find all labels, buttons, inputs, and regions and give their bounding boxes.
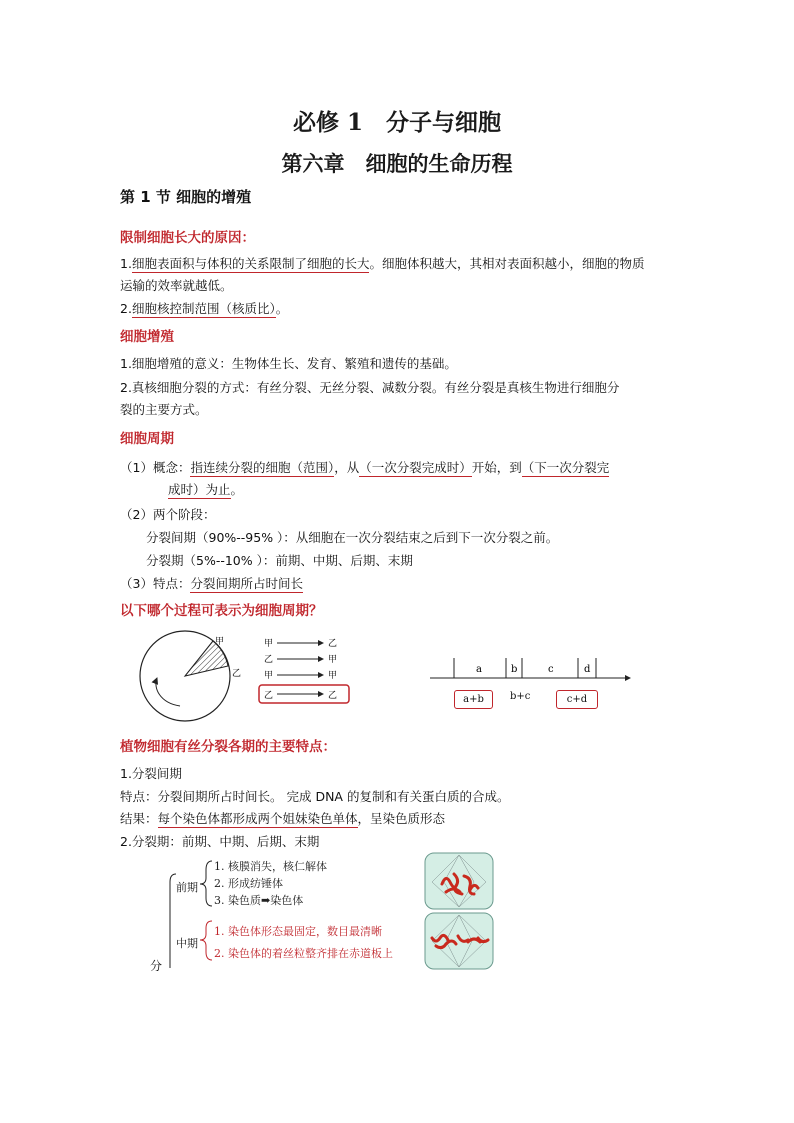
segment-d: d: [584, 664, 591, 675]
limit-line-2-underline: 细胞核控制范围（核质比）: [131, 301, 276, 316]
plant-result: 结果：每个染色体都形成两个姐妹染色单体，呈染色质形态: [120, 811, 446, 826]
limit-heading: 限制细胞长大的原因：: [120, 230, 255, 246]
prophase-item-2: 2. 形成纺锤体: [214, 877, 283, 890]
cycle-heading: 细胞周期: [120, 431, 174, 447]
answer-a-plus-b: a+b: [454, 690, 493, 709]
svg-text:乙: 乙: [264, 691, 274, 701]
chapter-title: 第六章 细胞的生命历程: [281, 151, 513, 176]
arrow-row-2: [264, 654, 337, 665]
metaphase-cell-image: [424, 912, 494, 970]
label-metaphase: 中期: [176, 937, 198, 950]
arrow-row-4: [264, 690, 337, 701]
cycle-concept: （1）概念：指连续分裂的细胞（范围），从（一次分裂完成时）开始，到（下一次分裂完 成时）为止。: [120, 460, 610, 497]
svg-text:乙: 乙: [264, 655, 274, 665]
svg-text:乙: 乙: [328, 639, 338, 649]
label-fen: 分: [150, 959, 163, 973]
metaphase-items: [214, 921, 393, 965]
prophase-item-3: 3. 染色质➡染色体: [214, 894, 304, 907]
svg-text:甲: 甲: [328, 671, 338, 681]
mitotic-phase-line: 分裂期（5%--10% ）：前期、中期、后期、末期: [146, 553, 413, 568]
section-title: 第 1 节 细胞的增殖: [120, 188, 252, 206]
plant-mitotic-phase: 2.分裂期：前期、中期、后期、末期: [120, 834, 320, 849]
plant-interphase: 1.分裂间期: [120, 766, 182, 781]
segment-c: c: [548, 664, 554, 675]
limit-line-1: 1.细胞表面积与体积的关系限制了细胞的长大。细胞体积越大，其相对表面积越小，细胞的物质 运输的效率就越低。: [120, 256, 645, 293]
prolif-heading: 细胞增殖: [120, 329, 174, 345]
arrow-row-1: [264, 638, 337, 649]
answer-c-plus-d: c+d: [556, 690, 598, 709]
arrow-row-3: [264, 670, 337, 681]
cycle-feature: （3）特点：分裂间期所占时间长: [120, 576, 303, 591]
option-b-plus-c: b+c: [510, 691, 531, 702]
arrow-rows: [255, 632, 355, 712]
svg-text:甲: 甲: [264, 639, 274, 649]
label-prophase: 前期: [176, 881, 198, 894]
svg-text:甲: 甲: [264, 671, 274, 681]
prophase-items: [214, 858, 327, 909]
svg-text:乙: 乙: [328, 691, 338, 701]
book-title: 必修 1 分子与细胞: [292, 109, 501, 136]
cycle-arrow: [156, 678, 180, 706]
cycle-two-stages: （2）两个阶段：: [120, 507, 216, 522]
limit-line-2: 2.细胞核控制范围（核质比）。: [120, 301, 289, 316]
metaphase-item-1: 1. 染色体形态最固定，数目最清晰: [214, 925, 382, 938]
svg-text:甲: 甲: [328, 655, 338, 665]
metaphase-item-2: 2. 染色体的着丝粒整齐排在赤道板上: [214, 947, 393, 960]
limit-line-1-underline: 细胞表面积与体积的关系限制了细胞的长大: [131, 256, 370, 271]
segment-a: a: [476, 664, 482, 675]
prolif-line-2: 2.真核细胞分裂的方式：有丝分裂、无丝分裂、减数分裂。有丝分裂是真核生物进行细胞分 裂的主要方式。: [120, 380, 620, 417]
prophase-cell-image: [424, 852, 494, 910]
interphase-line: 分裂间期（90%--95% ）：从细胞在一次分裂结束之后到下一次分裂之前。: [146, 530, 559, 545]
prophase-item-1: 1. 核膜消失，核仁解体: [214, 860, 327, 873]
plant-heading: 植物细胞有丝分裂各期的主要特点：: [120, 739, 336, 755]
question: 以下哪个过程可表示为细胞周期？: [120, 603, 323, 619]
segment-b: b: [511, 664, 518, 675]
label-yi: 乙: [232, 669, 242, 679]
label-jia: 甲: [215, 637, 225, 647]
segment-line-diagram: [430, 655, 635, 685]
plant-feature: 特点：分裂间期所占时间长。 完成 DNA 的复制和有关蛋白质的合成。: [120, 789, 510, 804]
prolif-line-1: 1.细胞增殖的意义：生物体生长、发育、繁殖和遗传的基础。: [120, 356, 457, 371]
